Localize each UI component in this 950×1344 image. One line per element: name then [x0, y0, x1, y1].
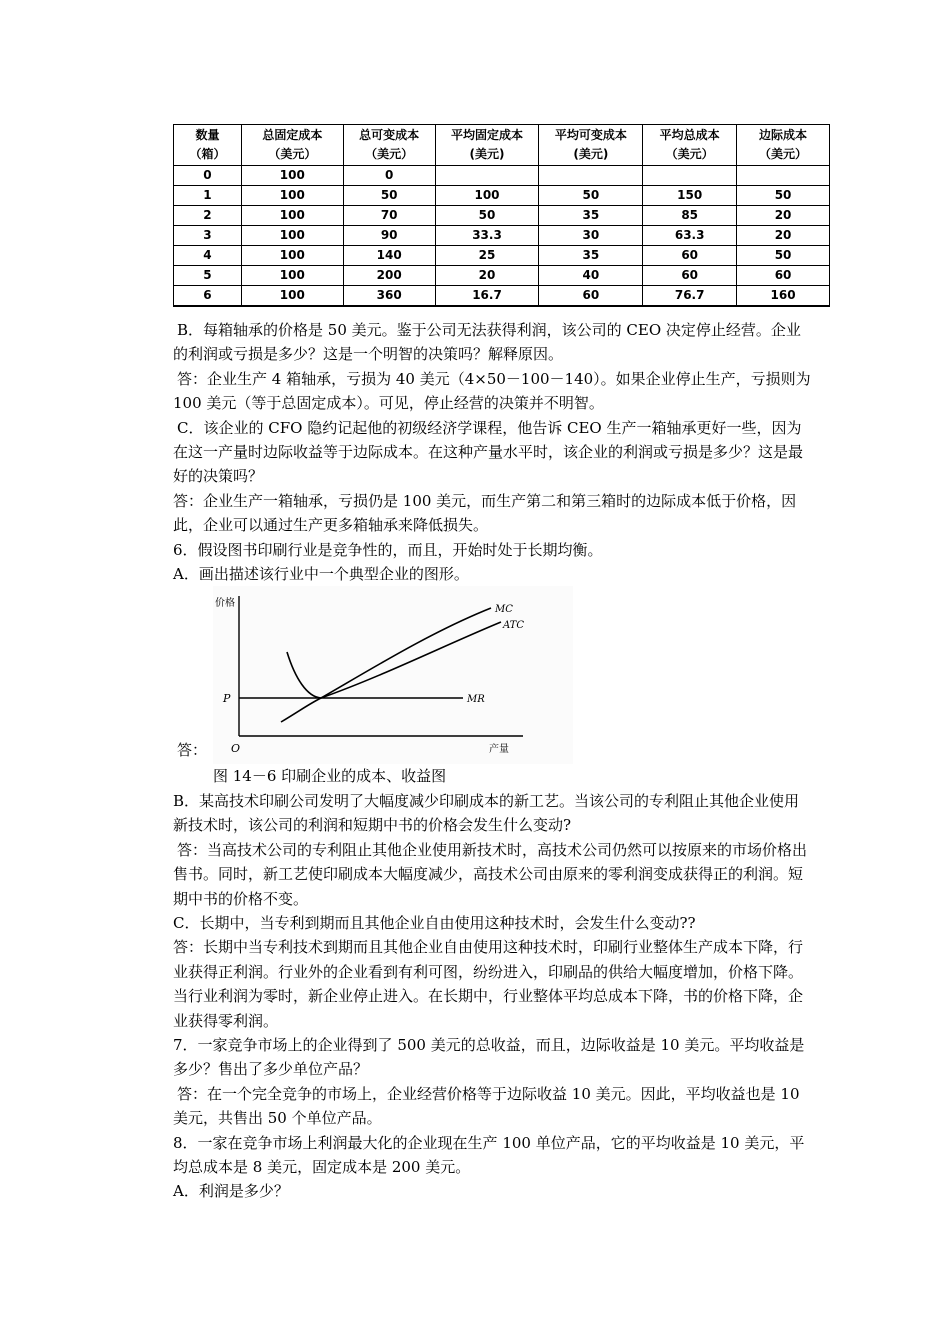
question-6: 6．假设图书印刷行业是竞争性的，而且，开始时处于长期均衡。 [173, 540, 603, 559]
table-cell: 50 [435, 206, 539, 226]
table-cell: 25 [435, 246, 539, 266]
cost-revenue-diagram [213, 586, 573, 764]
table-cell: 100 [241, 246, 343, 266]
table-row [174, 286, 830, 307]
table-cell: 150 [643, 186, 737, 206]
table-cell: 0 [343, 166, 435, 186]
table-cell [643, 166, 737, 186]
header-quantity: 数量 （箱） [174, 125, 242, 166]
table-cell: 85 [643, 206, 737, 226]
atc-label: ATC [503, 620, 524, 632]
table-cell: 50 [539, 186, 643, 206]
header-total-fixed-cost: 总固定成本 （美元） [241, 125, 343, 166]
table-cell: 200 [343, 266, 435, 286]
mr-label: MR [467, 694, 485, 706]
table-row [174, 246, 830, 266]
table-cell: 2 [174, 206, 242, 226]
table-header-row [174, 125, 830, 166]
header-marginal-cost: 边际成本 （美元） [737, 125, 830, 166]
question-6c: C．长期中，当专利到期而且其他企业自由使用这种技术时，会发生什么变动?? [173, 913, 696, 932]
answer-7: 答：在一个完全竞争的市场上，企业经营价格等于边际收益 10 美元。因此，平均收益也是 10 美元，共售出 50 个单位产品。 [173, 1084, 800, 1128]
table-cell: 50 [737, 246, 830, 266]
table-cell: 100 [241, 286, 343, 307]
table-cell [435, 166, 539, 186]
table-cell: 20 [737, 206, 830, 226]
table-cell: 60 [643, 266, 737, 286]
table-cell: 160 [737, 286, 830, 307]
table-cell: 40 [539, 266, 643, 286]
table-row [174, 186, 830, 206]
table-cell: 100 [241, 166, 343, 186]
table-cell: 90 [343, 226, 435, 246]
question-5b: B．每箱轴承的价格是 50 美元。鉴于公司无法获得利润，该公司的 CEO 决定停止经营。企业的利润或亏损是多少？这是一个明智的决策吗？解释原因。 [173, 321, 801, 364]
figure-caption: 图 14－6 印刷企业的成本、收益图 [213, 767, 447, 786]
table-cell: 50 [343, 186, 435, 206]
table-cell: 60 [737, 266, 830, 286]
question-8a: A．利润是多少？ [173, 1182, 289, 1201]
header-average-total-cost: 平均总成本 （美元） [643, 125, 737, 166]
y-axis-label: 价格 [215, 598, 235, 610]
table-cell: 1 [174, 186, 242, 206]
table-cell: 5 [174, 266, 242, 286]
question-7: 7．一家竞争市场上的企业得到了 500 美元的总收益，而且，边际收益是 10 美元。平均收益是多少？售出了多少单位产品？ [173, 1035, 805, 1079]
table-cell: 60 [643, 246, 737, 266]
table-cell: 360 [343, 286, 435, 307]
header-total-variable-cost: 总可变成本 （美元） [343, 125, 435, 166]
table-cell: 63.3 [643, 226, 737, 246]
table-row [174, 206, 830, 226]
question-5c: C．该企业的 CFO 隐约记起他的初级经济学课程，他告诉 CEO 生产一箱轴承更好一些，因为在这一产量时边际收益等于边际成本。在这种产量水平时，该企业的利润或亏损是多少？这是最好的决策吗？ [173, 418, 804, 486]
table-cell: 3 [174, 226, 242, 246]
table-row [174, 166, 830, 186]
table-cell: 16.7 [435, 286, 539, 307]
header-average-fixed-cost: 平均固定成本 (美元) [435, 125, 539, 166]
table-cell: 100 [241, 186, 343, 206]
table-cell: 100 [241, 206, 343, 226]
answer-5c: 答：企业生产一箱轴承，亏损仍是 100 美元，而生产第二和第三箱时的边际成本低于价格，因此，企业可以通过生产更多箱轴承来降低损失。 [173, 491, 797, 535]
table-cell: 20 [435, 266, 539, 286]
table-row [174, 266, 830, 286]
table-cell: 35 [539, 246, 643, 266]
question-6a: A．画出描述该行业中一个典型企业的图形。 [173, 565, 469, 584]
answer-6b: 答：当高技术公司的专利阻止其他企业使用新技术时，高技术公司仍然可以按原来的市场价格出售书。同时，新工艺使印刷成本大幅度减少，高技术公司由原来的零利润变成获得正的利润。短期中书的价格不变。 [173, 840, 808, 908]
question-6b: B．某高技术印刷公司发明了大幅度减少印刷成本的新工艺。当该公司的专利阻止其他企业使用新技术时，该公司的利润和短期中书的价格会发生什么变动? [173, 791, 800, 835]
figure-background [213, 586, 573, 764]
x-axis-label: 产量 [489, 744, 509, 756]
question-8: 8．一家在竞争市场上利润最大化的企业现在生产 100 单位产品，它的平均收益是 10 美元，平均总成本是 8 美元，固定成本是 200 美元。 [173, 1133, 805, 1176]
table-cell: 0 [174, 166, 242, 186]
table-cell: 30 [539, 226, 643, 246]
mc-label: MC [495, 604, 513, 616]
table-cell [737, 166, 830, 186]
table-cell: 100 [241, 266, 343, 286]
table-cell: 76.7 [643, 286, 737, 307]
table-cell: 100 [435, 186, 539, 206]
table-cell: 70 [343, 206, 435, 226]
table-cell [539, 166, 643, 186]
document-body [173, 318, 813, 1204]
table-cell: 50 [737, 186, 830, 206]
origin-label: O [231, 742, 241, 756]
answer-5b: 答：企业生产 4 箱轴承，亏损为 40 美元（4×50－100－140）。如果企业停止生产，亏损则为 100 美元（等于总固定成本）。可见，停止经营的决策并不明智。 [173, 369, 811, 413]
table-cell: 6 [174, 286, 242, 307]
table-cell: 140 [343, 246, 435, 266]
figure-answer-label: 答： [177, 741, 208, 760]
table-cell: 60 [539, 286, 643, 307]
figure-block [173, 586, 813, 764]
price-label: P [223, 692, 231, 706]
header-average-variable-cost: 平均可变成本 (美元) [539, 125, 643, 166]
table-cell: 33.3 [435, 226, 539, 246]
table-cell: 35 [539, 206, 643, 226]
table-cell: 4 [174, 246, 242, 266]
table-row [174, 226, 830, 246]
cost-table [173, 124, 830, 307]
answer-6c: 答：长期中当专利技术到期而且其他企业自由使用这种技术时，印刷行业整体生产成本下降，行业获得正利润。行业外的企业看到有利可图，纷纷进入，印刷品的供给大幅度增加，价格下降。当行业利润为零时，新企业停止进入。在长期中，行业整体平均总成本下降，书的价格下降，企业获得零利润。 [173, 938, 804, 1030]
table-cell: 100 [241, 226, 343, 246]
table-cell: 20 [737, 226, 830, 246]
